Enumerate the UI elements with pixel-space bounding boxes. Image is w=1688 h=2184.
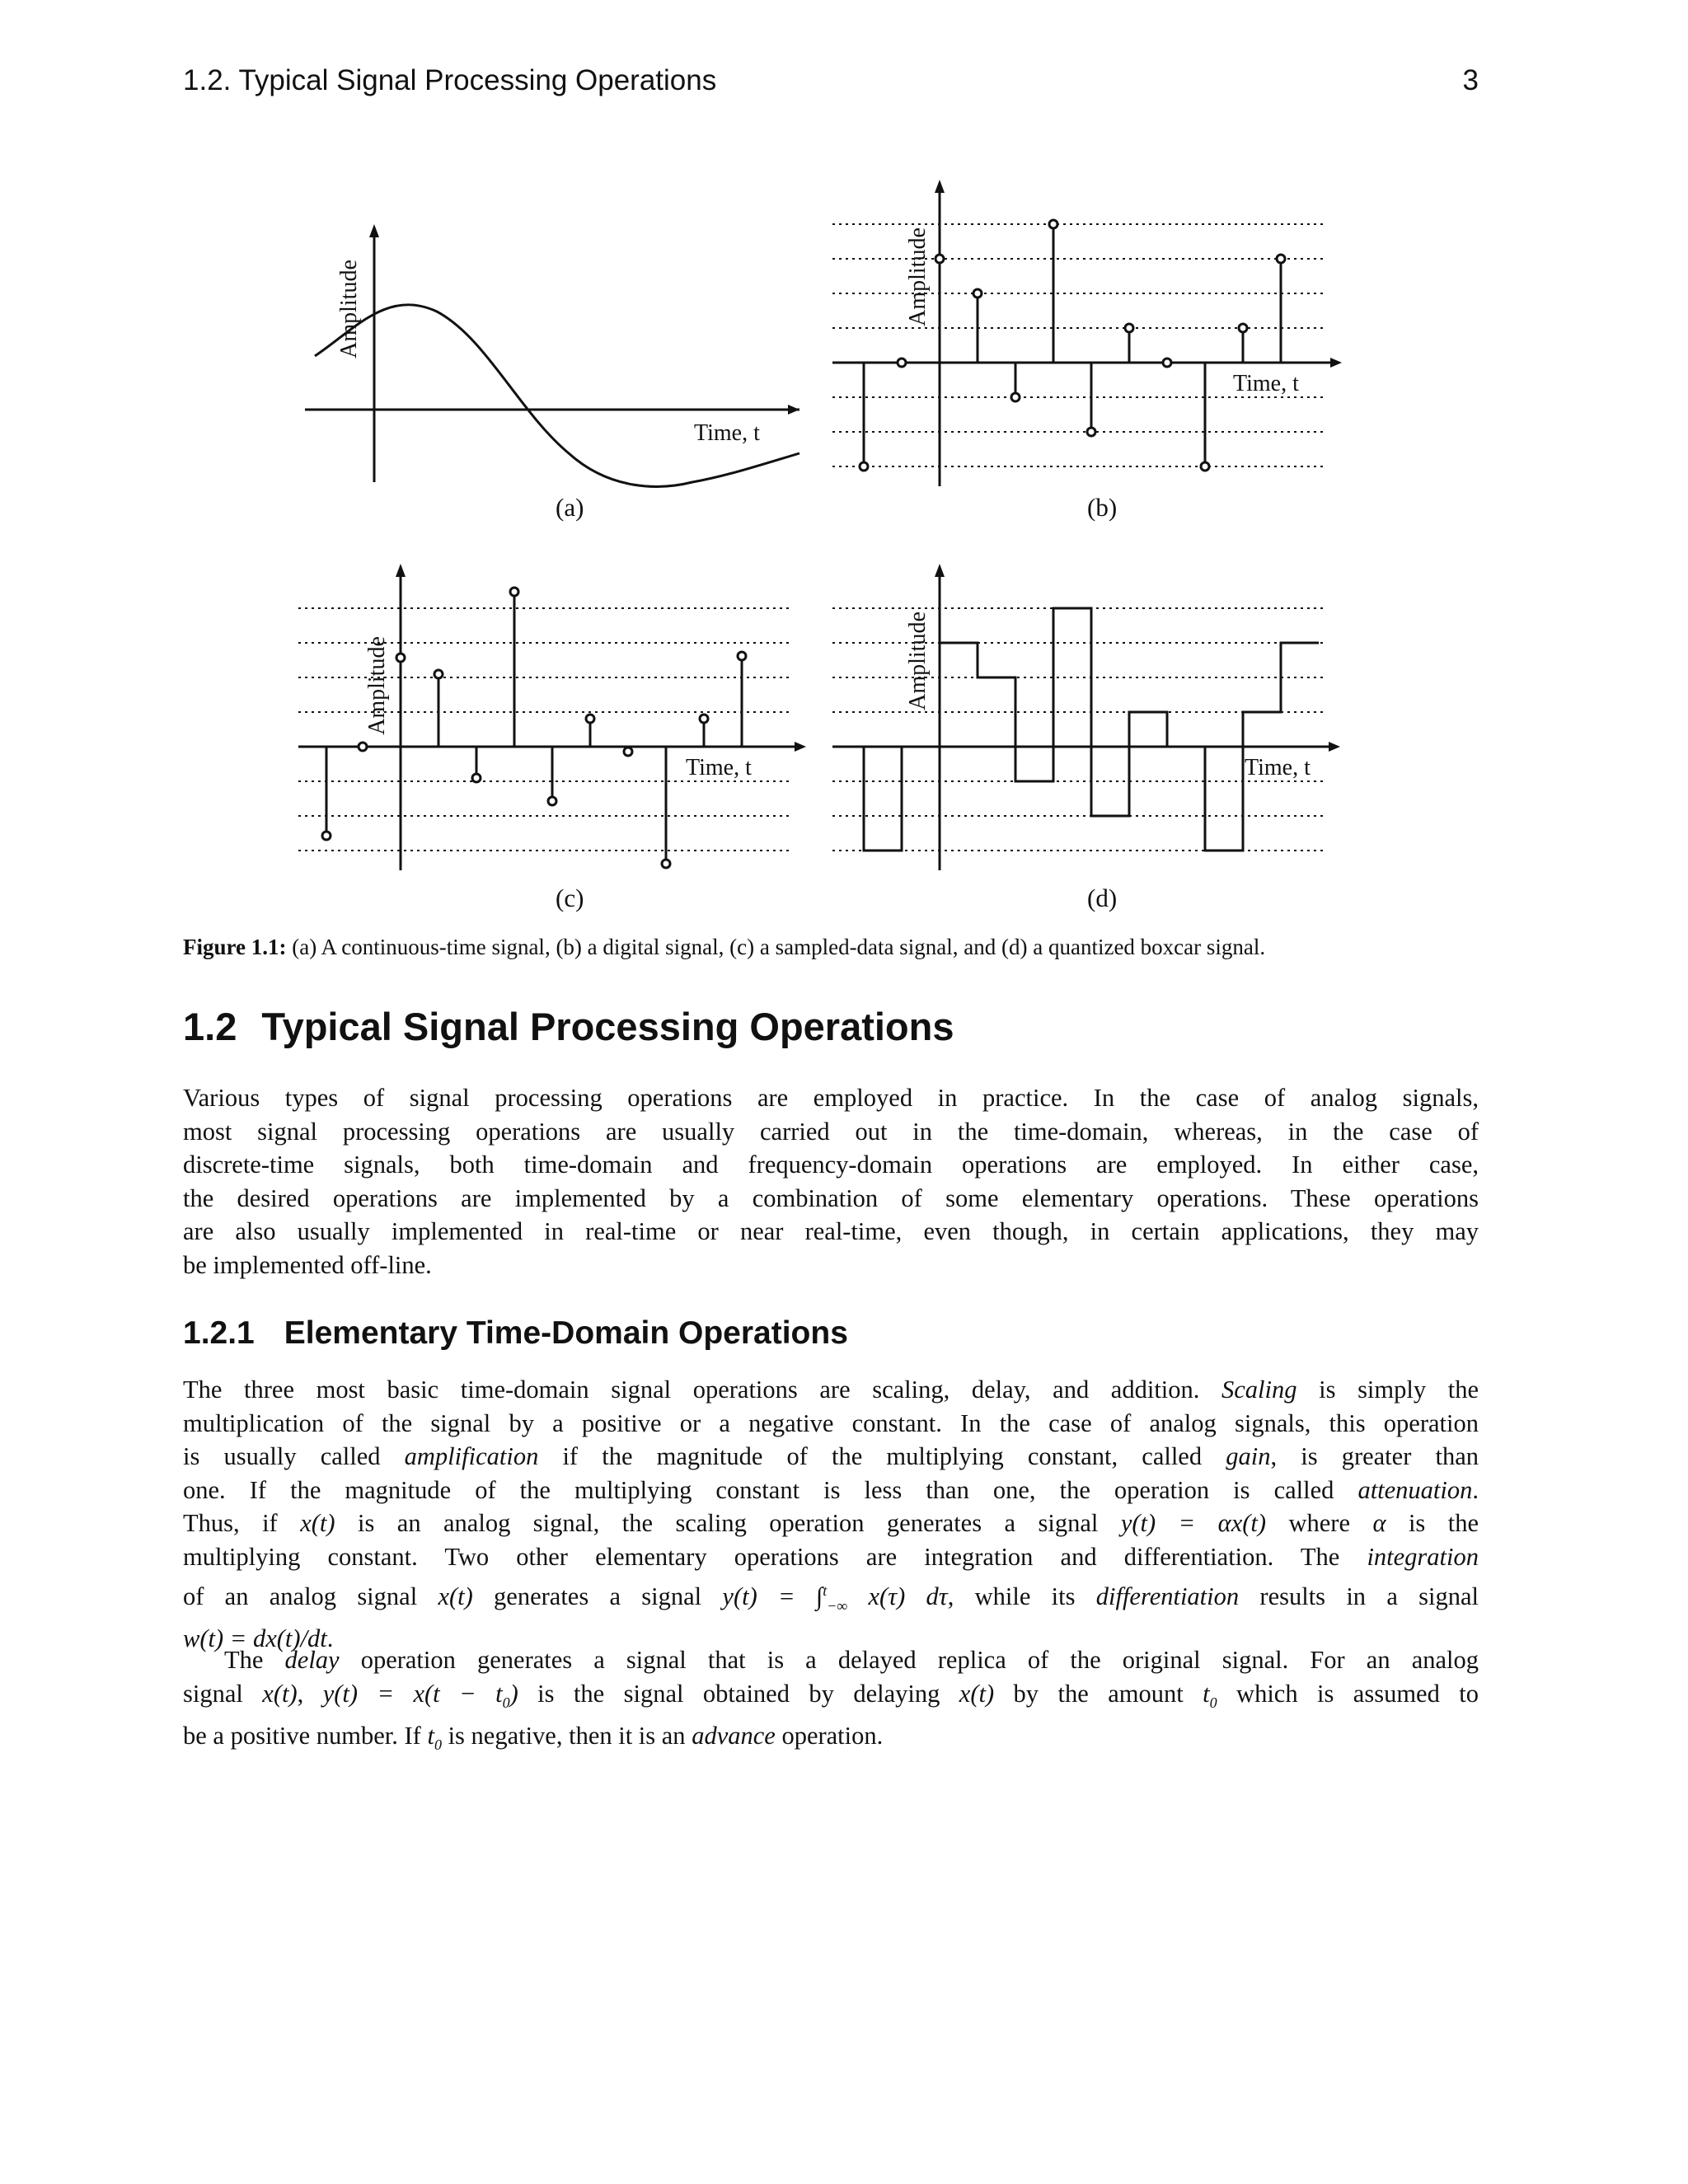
figure-panel-b <box>832 171 1352 493</box>
panel-label-a: (a) <box>556 493 584 522</box>
x-axis-label: Time, t <box>1233 371 1299 396</box>
running-head <box>183 64 1479 97</box>
y-axis-label: Amplitude <box>364 636 390 735</box>
para-line: is usually called amplification if the magnitude of the multiplying constant, called gain, is greater than <box>183 1442 1479 1471</box>
y-axis-label: Amplitude <box>336 260 362 359</box>
x-axis-label: Time, t <box>686 755 752 780</box>
figure-caption <box>183 933 1479 962</box>
subsection-heading <box>183 1315 848 1352</box>
intro-line: the desired operations are implemented by a combination of some elementary operations. These operations <box>183 1183 1479 1212</box>
intro-line: most signal processing operations are usually carried out in the time-domain, whereas, in the case of <box>183 1117 1479 1146</box>
figure-panel-a <box>305 173 816 494</box>
panel-label-d: (d) <box>1087 883 1118 912</box>
panel-label-b: (b) <box>1087 493 1118 522</box>
x-axis-label: Time, t <box>1245 755 1311 780</box>
subsection-title: Elementary Time-Domain Operations <box>284 1315 848 1351</box>
paragraph-scaling <box>183 1373 1479 1656</box>
para-line: multiplication of the signal by a positive or a negative constant. In the case of analog signals, this operation <box>183 1408 1479 1437</box>
y-axis-label: Amplitude <box>905 612 931 710</box>
x-axis-label: Time, t <box>694 420 760 446</box>
running-title: 1.2. Typical Signal Processing Operations <box>183 64 717 96</box>
intro-line: Various types of signal processing operations are employed in practice. In the case of analog signals, <box>183 1084 1479 1112</box>
y-axis-label: Amplitude <box>905 227 931 326</box>
para-line: The three most basic time-domain signal operations are scaling, delay, and addition. Scaling is simply the <box>183 1376 1479 1404</box>
figure-panel-c <box>298 557 818 879</box>
para-line: signal x(t), $y(t) = x(t - t_0)$ is the signal obtained by delaying x(t) by the amount $t_0$ which is assumed to <box>183 1679 1479 1711</box>
intro-paragraph <box>183 1081 1479 1282</box>
para-line: be a positive number. If $t_0$ is negative, then it is an advance operation. <box>183 1722 884 1754</box>
intro-line: are also usually implemented in real-time or near real-time, even though, in certain applications, they may <box>183 1217 1479 1246</box>
intro-line: be implemented off-line. <box>183 1250 432 1279</box>
para-line: one. If the magnitude of the multiplying constant is less than one, the operation is called attenuation. <box>183 1475 1479 1504</box>
para-line: w(t) = dx(t)/dt. <box>183 1624 334 1653</box>
para-line: of an analog signal x(t) generates a signal y(t) = ∫$^t_{-\infty}$ x(τ) dτ, while its differentiation results in a signal <box>183 1582 1479 1614</box>
figure-panel-d <box>832 557 1352 879</box>
para-line: Thus, if x(t) is an analog signal, the scaling operation generates a signal y(t) = αx(t) where α is the <box>183 1509 1479 1538</box>
subsection-number: 1.2.1 <box>183 1315 255 1351</box>
page-number: 3 <box>1462 64 1479 96</box>
intro-line: discrete-time signals, both time-domain and frequency-domain operations are employed. In either case, <box>183 1151 1479 1179</box>
continuous-signal-curve <box>315 305 799 487</box>
caption-text: (a) A continuous-time signal, (b) a digital signal, (c) a sampled-data signal, and (d) a quantized boxcar signal. <box>286 935 1266 959</box>
panel-label-c: (c) <box>556 883 584 912</box>
paragraph-delay <box>183 1643 1479 1762</box>
section-title: Typical Signal Processing Operations <box>261 1005 954 1048</box>
para-line: multiplying constant. Two other elementary operations are integration and differentiation. The integration <box>183 1542 1479 1571</box>
section-number: 1.2 <box>183 1005 237 1048</box>
para-line: The delay operation generates a signal that is a delayed replica of the original signal. For an analog <box>224 1646 1479 1674</box>
caption-label: Figure 1.1: <box>183 935 287 959</box>
section-heading <box>183 1004 954 1049</box>
